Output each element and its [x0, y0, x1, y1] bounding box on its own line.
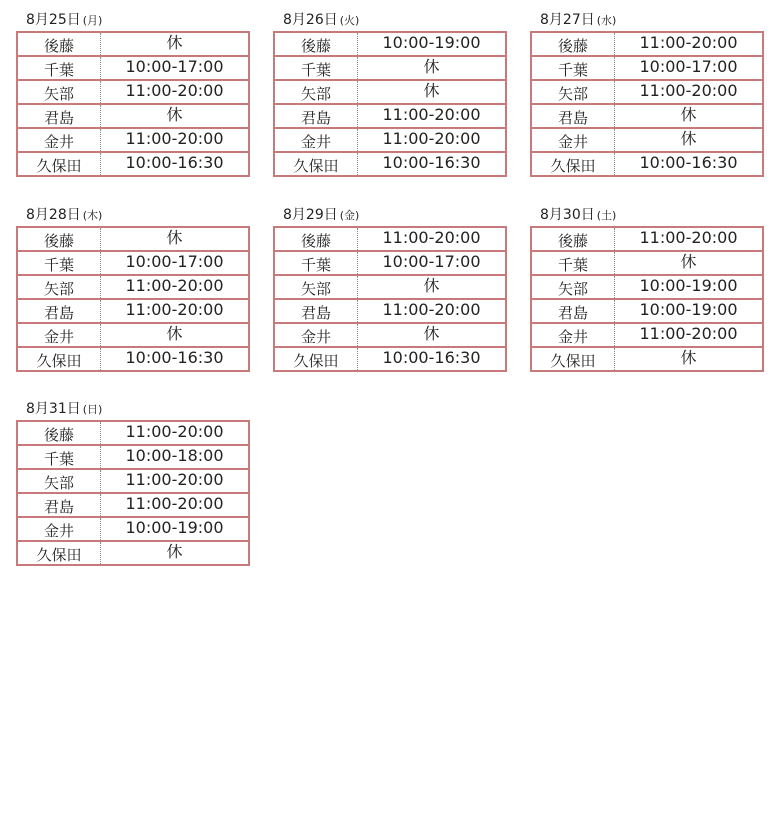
schedule-table	[16, 31, 250, 177]
day-of-week: (木)	[82, 209, 103, 222]
shift-hours: 11:00-20:00	[382, 129, 481, 148]
shift-hours: 休	[166, 542, 183, 561]
staff-name: 矢部	[275, 81, 358, 103]
shift-hours: 11:00-20:00	[125, 300, 224, 319]
shift-hours: 休	[166, 105, 183, 124]
staff-name: 矢部	[532, 81, 615, 103]
table-row	[18, 127, 248, 151]
table-row	[18, 468, 248, 492]
table-row	[18, 422, 248, 444]
table-row	[275, 151, 505, 175]
shift-hours: 11:00-20:00	[125, 494, 224, 513]
staff-name: 矢部	[18, 276, 101, 298]
shift-hours: 10:00-16:30	[382, 348, 481, 367]
table-row	[18, 33, 248, 55]
table-row	[532, 151, 762, 175]
day-date: 8月29日	[283, 207, 338, 223]
staff-name: 久保田	[275, 348, 358, 370]
staff-name: 後藤	[532, 33, 615, 55]
staff-name: 金井	[18, 518, 101, 540]
schedule-table	[273, 31, 507, 177]
shift-hours: 11:00-20:00	[382, 228, 481, 247]
staff-name: 久保田	[532, 153, 615, 175]
shift-hours: 10:00-17:00	[639, 57, 738, 76]
table-row	[275, 55, 505, 79]
staff-name: 後藤	[18, 422, 101, 444]
staff-name: 金井	[275, 324, 358, 346]
staff-name: 千葉	[532, 57, 615, 79]
staff-name: 千葉	[18, 446, 101, 468]
table-row	[532, 228, 762, 250]
shift-hours: 11:00-20:00	[382, 300, 481, 319]
staff-name: 君島	[275, 300, 358, 322]
staff-name: 後藤	[18, 33, 101, 55]
shift-hours: 休	[166, 33, 183, 52]
day-date: 8月30日	[540, 207, 595, 223]
table-row	[18, 228, 248, 250]
table-row	[532, 250, 762, 274]
table-row	[275, 322, 505, 346]
staff-name: 金井	[532, 129, 615, 151]
table-row	[275, 298, 505, 322]
staff-name: 君島	[532, 105, 615, 127]
staff-name: 久保田	[18, 542, 101, 564]
day-of-week: (土)	[596, 209, 617, 222]
shift-hours: 11:00-20:00	[125, 276, 224, 295]
table-row	[532, 103, 762, 127]
shift-hours: 休	[166, 324, 183, 343]
table-row	[18, 79, 248, 103]
day-of-week: (月)	[82, 14, 103, 27]
shift-hours: 休	[680, 348, 697, 367]
staff-name: 千葉	[275, 252, 358, 274]
shift-hours: 休	[166, 228, 183, 247]
schedule-table	[530, 31, 764, 177]
shift-hours: 10:00-17:00	[125, 57, 224, 76]
schedule-table	[16, 420, 250, 566]
staff-name: 久保田	[275, 153, 358, 175]
staff-name: 君島	[18, 300, 101, 322]
table-row	[275, 33, 505, 55]
staff-name: 君島	[18, 494, 101, 516]
table-row	[532, 322, 762, 346]
table-row	[18, 492, 248, 516]
shift-hours: 11:00-20:00	[125, 470, 224, 489]
shift-hours: 10:00-19:00	[639, 276, 738, 295]
table-row	[18, 540, 248, 564]
table-row	[18, 55, 248, 79]
day-of-week: (火)	[339, 14, 360, 27]
shift-hours: 休	[680, 129, 697, 148]
shift-hours: 10:00-19:00	[382, 33, 481, 52]
shift-hours: 10:00-16:30	[382, 153, 481, 172]
table-row	[275, 274, 505, 298]
shift-hours: 11:00-20:00	[125, 129, 224, 148]
table-row	[275, 79, 505, 103]
staff-name: 後藤	[275, 33, 358, 55]
shift-hours: 10:00-16:30	[125, 153, 224, 172]
shift-hours: 休	[423, 57, 440, 76]
day-title	[540, 205, 616, 226]
table-row	[532, 127, 762, 151]
table-row	[18, 103, 248, 127]
day-of-week: (水)	[596, 14, 617, 27]
shift-hours: 11:00-20:00	[639, 81, 738, 100]
day-of-week: (日)	[82, 403, 103, 416]
schedule-table	[273, 226, 507, 372]
staff-name: 久保田	[18, 348, 101, 370]
staff-name: 後藤	[18, 228, 101, 250]
staff-name: 矢部	[532, 276, 615, 298]
staff-name: 金井	[18, 324, 101, 346]
table-row	[532, 55, 762, 79]
table-row	[18, 298, 248, 322]
staff-name: 矢部	[18, 470, 101, 492]
schedule-table	[16, 226, 250, 372]
staff-name: 矢部	[275, 276, 358, 298]
staff-name: 久保田	[532, 348, 615, 370]
table-row	[532, 79, 762, 103]
staff-name: 君島	[275, 105, 358, 127]
day-title	[26, 10, 102, 31]
day-date: 8月31日	[26, 401, 81, 417]
table-row	[18, 274, 248, 298]
staff-name: 金井	[532, 324, 615, 346]
table-row	[275, 103, 505, 127]
table-row	[275, 346, 505, 370]
table-row	[532, 298, 762, 322]
shift-hours: 10:00-16:30	[639, 153, 738, 172]
staff-name: 君島	[532, 300, 615, 322]
staff-name: 千葉	[18, 252, 101, 274]
day-date: 8月27日	[540, 12, 595, 28]
schedule-table	[530, 226, 764, 372]
table-row	[18, 444, 248, 468]
shift-hours: 11:00-20:00	[639, 324, 738, 343]
table-row	[532, 274, 762, 298]
staff-name: 後藤	[532, 228, 615, 250]
shift-hours: 休	[680, 252, 697, 271]
day-date: 8月25日	[26, 12, 81, 28]
day-title	[283, 10, 359, 31]
table-row	[18, 346, 248, 370]
shift-hours: 10:00-17:00	[382, 252, 481, 271]
staff-name: 君島	[18, 105, 101, 127]
shift-hours: 11:00-20:00	[125, 422, 224, 441]
day-title	[26, 205, 102, 226]
shift-hours: 11:00-20:00	[125, 81, 224, 100]
shift-hours: 11:00-20:00	[382, 105, 481, 124]
day-date: 8月26日	[283, 12, 338, 28]
shift-hours: 休	[423, 81, 440, 100]
shift-hours: 休	[680, 105, 697, 124]
staff-name: 矢部	[18, 81, 101, 103]
table-row	[532, 33, 762, 55]
table-row	[18, 250, 248, 274]
table-row	[18, 322, 248, 346]
table-row	[275, 228, 505, 250]
day-title	[283, 205, 359, 226]
shift-hours: 10:00-18:00	[125, 446, 224, 465]
table-row	[532, 346, 762, 370]
staff-name: 後藤	[275, 228, 358, 250]
shift-hours: 11:00-20:00	[639, 33, 738, 52]
shift-hours: 11:00-20:00	[639, 228, 738, 247]
staff-name: 千葉	[18, 57, 101, 79]
table-row	[275, 127, 505, 151]
table-row	[275, 250, 505, 274]
staff-name: 千葉	[532, 252, 615, 274]
table-row	[18, 151, 248, 175]
day-title	[540, 10, 616, 31]
day-date: 8月28日	[26, 207, 81, 223]
shift-hours: 休	[423, 276, 440, 295]
shift-hours: 10:00-19:00	[125, 518, 224, 537]
day-title	[26, 399, 102, 420]
shift-hours: 10:00-16:30	[125, 348, 224, 367]
table-row	[18, 516, 248, 540]
shift-hours: 10:00-19:00	[639, 300, 738, 319]
day-of-week: (金)	[339, 209, 360, 222]
staff-name: 金井	[18, 129, 101, 151]
shift-hours: 10:00-17:00	[125, 252, 224, 271]
staff-name: 金井	[275, 129, 358, 151]
staff-name: 久保田	[18, 153, 101, 175]
staff-name: 千葉	[275, 57, 358, 79]
shift-hours: 休	[423, 324, 440, 343]
